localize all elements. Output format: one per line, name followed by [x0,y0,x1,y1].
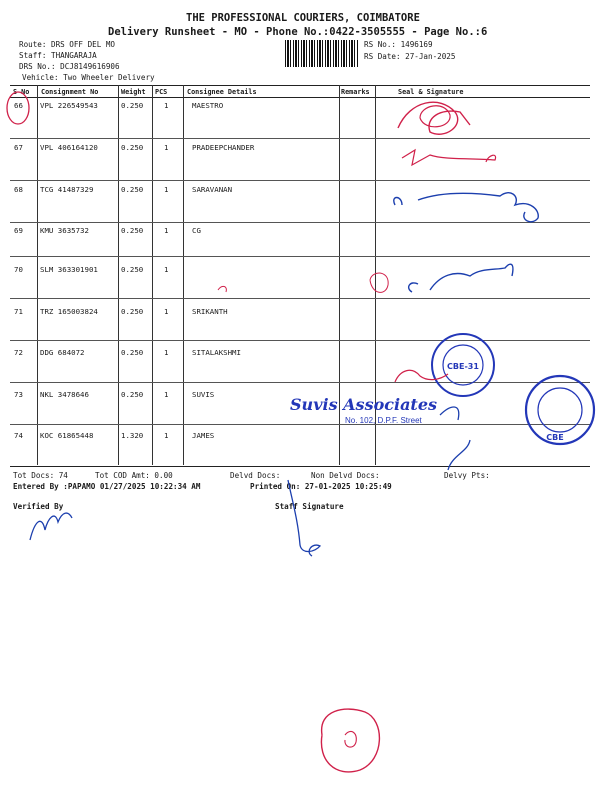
route-label: Route: DRS OFF DEL MO [19,40,116,49]
column-header-sno: S No [13,88,30,96]
vehicle-label: Vehicle: Two Wheeler Delivery [22,73,155,82]
col-divider [37,85,38,465]
cell-sno: 69 [14,226,23,235]
cell-pcs: 1 [164,143,169,152]
runsheet-title: Delivery Runsheet - MO - Phone No.:0422-3505555 - Page No.:6 [108,26,488,38]
total-docs: Tot Docs: 74 [13,471,68,480]
cell-pcs: 1 [164,226,169,235]
col-divider [118,85,119,465]
cell-weight: 0.250 [121,390,144,399]
table-bottom-border [10,466,590,467]
col-divider [183,85,184,465]
row-separator [10,340,590,341]
delivery-points: Delvy Pts: [444,471,490,480]
cell-pcs: 1 [164,101,169,110]
entered-by: Entered By :PAPAMO 01/27/2025 10:22:34 AM [13,482,201,491]
printed-on: Printed On: 27-01-2025 10:25:49 [250,482,392,491]
cell-pcs: 1 [164,348,169,357]
column-header-remarks: Remarks [341,88,370,96]
column-header-pcs: PCS [155,88,168,96]
blue-signature-verified [30,513,72,540]
red-signature-72 [395,370,448,382]
barcode [285,40,358,67]
row-separator [10,138,590,139]
cell-consignment: TRZ 165003824 [40,307,98,316]
cell-weight: 0.250 [121,143,144,152]
red-signature-67 [402,150,496,165]
cell-consignment: VPL 406164120 [40,143,98,152]
staff-label: Staff: THANGARAJA [19,51,97,60]
cell-consignee: CG [192,226,201,235]
suvis-stamp-name: Suvis Associates [290,395,438,414]
cell-weight: 0.250 [121,226,144,235]
cell-consignee: SRIKANTH [192,307,228,316]
cell-consignment: VPL 226549543 [40,101,98,110]
cell-pcs: 1 [164,265,169,274]
cell-consignment: TCG 41487329 [40,185,94,194]
cell-sno: 70 [14,265,23,274]
cell-consignment: NKL 3478646 [40,390,89,399]
rs-number: RS No.: 1496169 [364,40,433,49]
total-cod-amount: Tot COD Amt: 0.00 [95,471,173,480]
cell-weight: 0.250 [121,101,144,110]
cell-pcs: 1 [164,185,169,194]
cell-pcs: 1 [164,390,169,399]
blue-signature-70 [409,264,513,292]
row-separator [10,180,590,181]
cell-consignment: SLM 363301901 [40,265,98,274]
red-circle-bottom [321,709,379,772]
seal-72-text: CBE-31 [447,362,479,371]
column-header-consignment: Consignment No [41,88,99,96]
cell-sno: 66 [14,101,23,110]
cell-sno: 68 [14,185,23,194]
column-header-weight: Weight [121,88,146,96]
seal-73-text: CBE [546,433,564,442]
cell-consignment: DDG 684072 [40,348,85,357]
cell-consignee: MAESTRO [192,101,224,110]
cell-sno: 71 [14,307,23,316]
cell-weight: 0.250 [121,348,144,357]
rs-date: RS Date: 27-Jan-2025 [364,52,456,61]
red-signature-66 [398,102,470,134]
delivered-docs: Delvd Docs: [230,471,281,480]
row-separator [10,382,590,383]
cell-consignee: SITALAKSHMI [192,348,241,357]
row-separator [10,222,590,223]
suvis-stamp-address: No. 102, D.P.F. Street [345,416,422,425]
cell-weight: 0.250 [121,185,144,194]
cell-sno: 74 [14,431,23,440]
cell-sno: 67 [14,143,23,152]
non-delivered-docs: Non Delvd Docs: [311,471,380,480]
cell-pcs: 1 [164,431,169,440]
cell-weight: 1.320 [121,431,144,440]
round-seal-73 [526,376,594,444]
red-mark-70 [218,286,226,292]
round-seal-73-inner [538,388,582,432]
red-circle-70 [370,273,388,292]
row-separator [10,298,590,299]
cell-consignee: SARAVANAN [192,185,233,194]
col-divider [152,85,153,465]
round-seal-72-inner [443,345,483,385]
column-header-consignee: Consignee Details [187,88,257,96]
blue-signature-74 [440,407,470,470]
cell-consignment: KMU 3635732 [40,226,89,235]
table-header-bottom-border [10,97,590,98]
row-separator [10,424,590,425]
blue-signature-staff [288,480,320,556]
cell-weight: 0.250 [121,307,144,316]
blue-signature-68 [394,193,538,222]
table-top-border [10,85,590,86]
company-title: THE PROFESSIONAL COURIERS, COIMBATORE [186,12,420,24]
red-inner-mark [345,731,356,747]
row-separator [10,256,590,257]
column-header-seal: Seal & Signature [398,88,464,96]
staff-signature-label: Staff Signature [275,502,344,511]
red-circle-66 [420,106,450,127]
cell-consignee: JAMES [192,431,215,440]
drs-number: DRS No.: DCJ8149616906 [19,62,120,71]
cell-weight: 0.250 [121,265,144,274]
cell-consignee: PRADEEPCHANDER [192,143,255,152]
cell-sno: 73 [14,390,23,399]
round-seal-72 [432,334,494,396]
cell-consignee: SUVIS [192,390,215,399]
cell-sno: 72 [14,348,23,357]
cell-consignment: KOC 61865448 [40,431,94,440]
cell-pcs: 1 [164,307,169,316]
verified-by: Verified By [13,502,64,511]
